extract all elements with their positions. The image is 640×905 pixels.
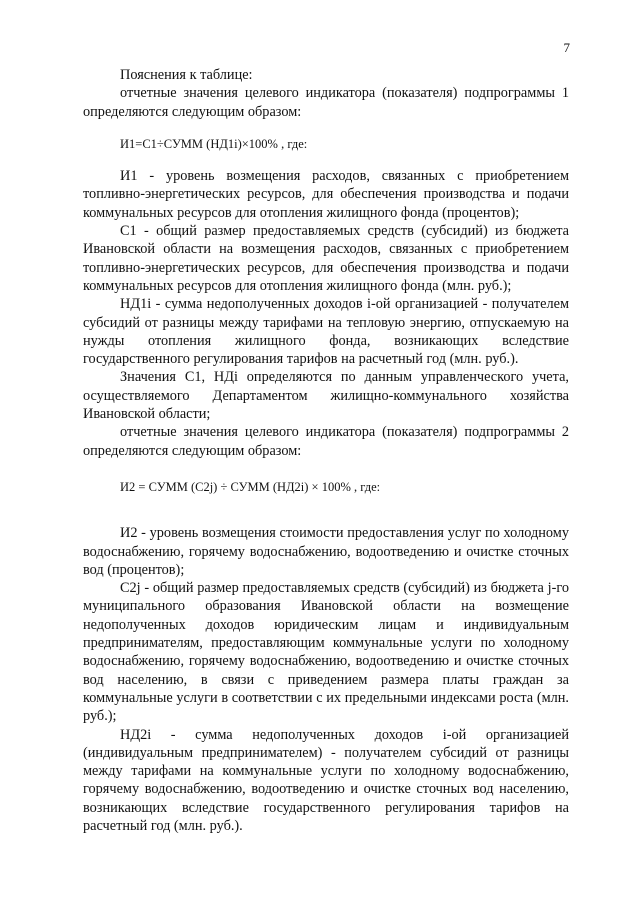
document-body [83,66,569,835]
paragraph-explanations-heading: Пояснения к таблице: [120,67,253,83]
paragraph-values-source: Значения С1, НДi определяются по данным управленческого учета, осуществляемого Департаментом жилищно-коммунального хозяйства Ивановской области; [83,369,569,423]
formula-i1: И1=С1÷СУММ (НД1i)×100% , где: [120,136,308,151]
page-number: 7 [563,40,570,55]
paragraph-c2j-definition: С2j - общий размер предоставляемых средств (субсидий) из бюджета j-го муниципального образования Ивановской области на возмещение недополученных доходов юридическим лицам и индивидуальным предпринимателям, предоставляющим коммунальные услуги по холодному водоснабжению, горячему водоснабжению, водоотведению и очистке сточных вод населению, в связи с приведением размера платы граждан за коммунальные услуги в соответствии с их предельными индексами роста (млн. руб.); [83,580,569,725]
paragraph-i2-definition: И2 - уровень возмещения стоимости предоставления услуг по холодному водоснабжению, горячему водоснабжению, водоотведению и очистке сточных вод (процентов); [83,525,569,578]
paragraph-nd1i-definition: НД1i - сумма недополученных доходов i-ой организацией - получателем субсидий от разницы между тарифами на тепловую энергию, отпускаемую на нужды отопления жилищного фонда, возникающих вследствие государственного регулирования тарифов на расчетный год (млн. руб.). [83,296,569,368]
formula-i2: И2 = СУММ (С2j) ÷ СУММ (НД2i) × 100% , где: [120,479,381,494]
paragraph-i1-definition: И1 - уровень возмещения расходов, связанных с приобретением топливно-энергетических ресурсов, для обеспечения производства и подачи коммунальных ресурсов для отопления жилищного фонда (процентов); [83,168,569,221]
paragraph-nd2i-definition: НД2i - сумма недополученных доходов i-ой организацией (индивидуальным предпринимателем) - получателем субсидий от разницы между тарифами на коммунальные услуги по холодному водоснабжению, горячему водоснабжению, водоотведению и очистке сточных вод населению, возникающих вследствие государственного регулирования тарифов на расчетный год (млн. руб.). [83,726,569,834]
paragraph-subprogram-2-intro: отчетные значения целевого индикатора (показателя) подпрограммы 2 определяются следующим образом: [83,424,569,459]
paragraph-c1-definition: С1 - общий размер предоставляемых средств (субсидий) из бюджета Ивановской области на возмещения расходов, связанных с приобретением топливно-энергетических ресурсов, для обеспечения производства и подачи коммунальных ресурсов для отопления жилищного фонда (млн. руб.); [83,223,569,294]
paragraph-subprogram-1-intro: отчетные значения целевого индикатора (показателя) подпрограммы 1 определяются следующим образом: [83,85,569,120]
